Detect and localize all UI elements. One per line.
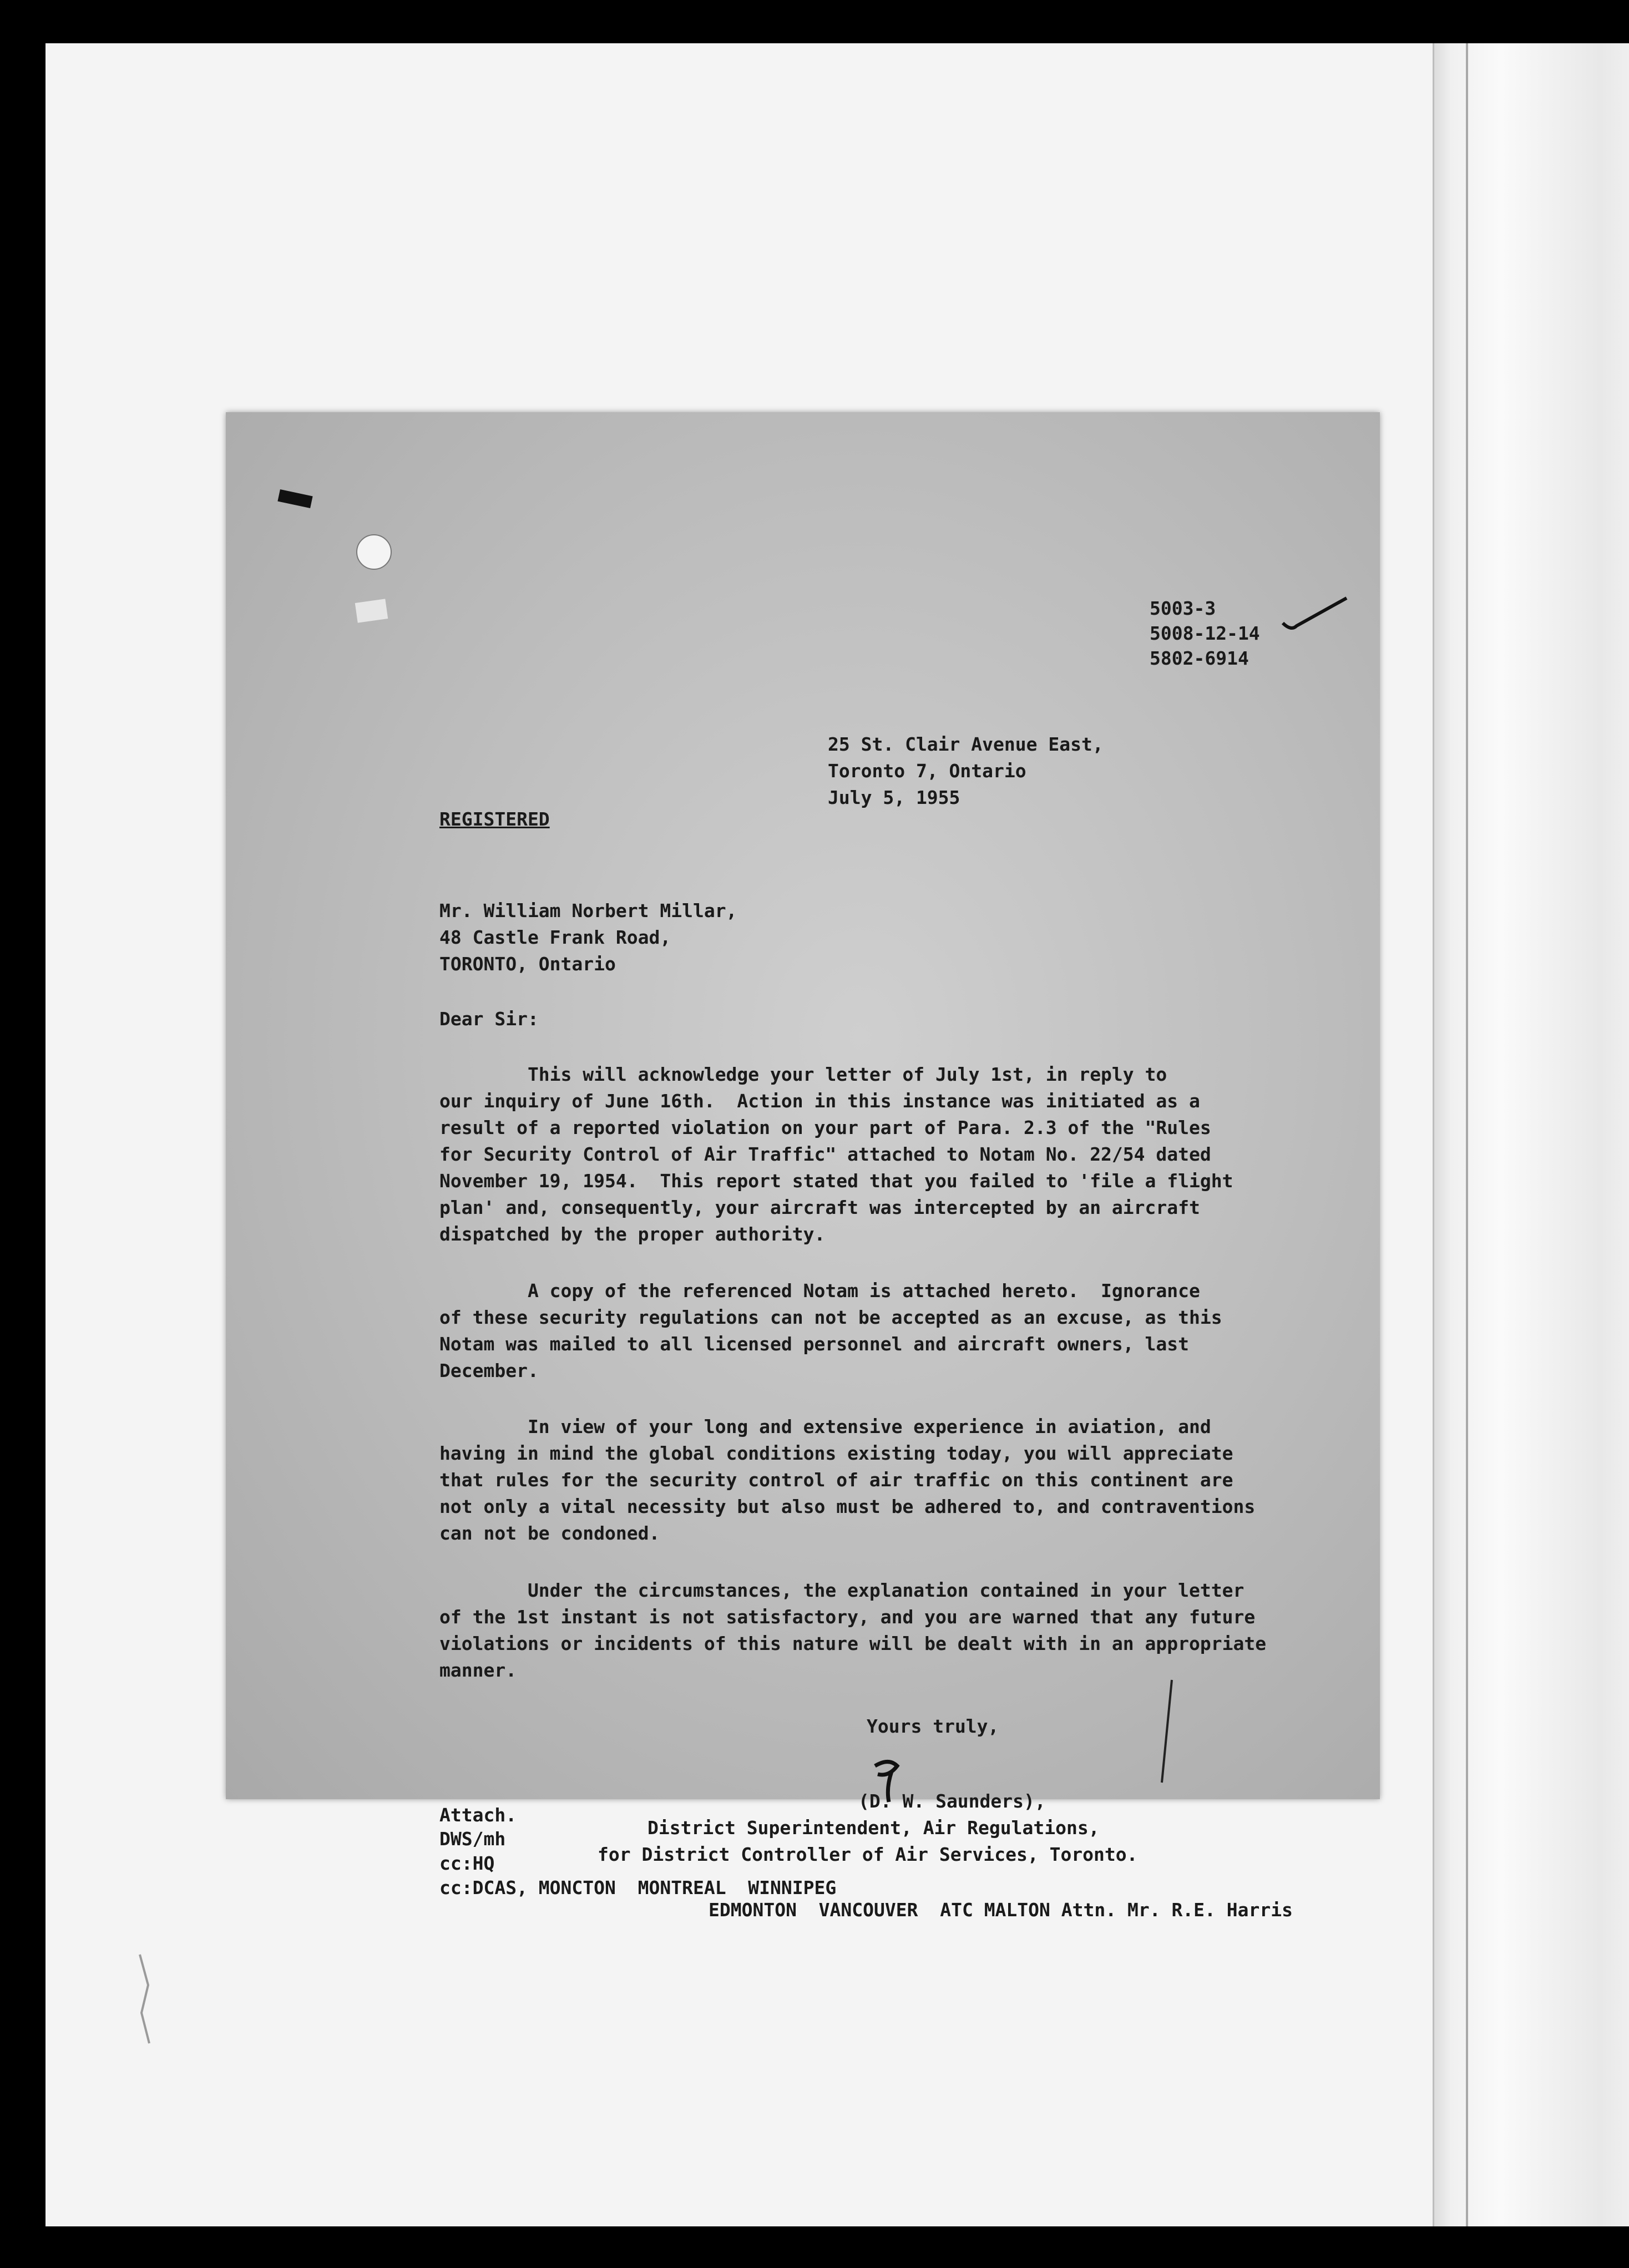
punch-hole <box>356 534 392 570</box>
carbon-copy: EDMONTON VANCOUVER ATC MALTON Attn. Mr. R.E. Harris <box>709 1899 1293 1921</box>
scan-frame <box>45 43 1629 2226</box>
paragraph-line: of these security regulations can not be accepted as an excuse, as this <box>439 1307 1222 1328</box>
sender-address-line: 25 St. Clair Avenue East, <box>828 733 1104 755</box>
paragraph-line: This will acknowledge your letter of July 1st, in reply to <box>439 1064 1167 1085</box>
carbon-copy: cc:DCAS, MONCTON MONTREAL WINNIPEG <box>439 1877 837 1899</box>
recipient-name: Mr. William Norbert Millar, <box>439 900 737 922</box>
paragraph-line: Notam was mailed to all licensed personnel and aircraft owners, last <box>439 1333 1190 1355</box>
paragraph-line: can not be condoned. <box>439 1522 660 1544</box>
signatory-title: for District Controller of Air Services, Toronto. <box>598 1844 1138 1865</box>
paragraph-line: not only a vital necessity but also must be adhered to, and contraventions <box>439 1496 1256 1517</box>
typist-initials: DWS/mh <box>439 1828 506 1850</box>
paper-tab <box>355 599 388 622</box>
check-mark <box>1280 593 1352 637</box>
scratch-mark <box>137 1952 154 2046</box>
reference-number: 5008-12-14 <box>1150 622 1260 644</box>
paragraph-line: manner. <box>439 1659 517 1681</box>
recipient-street: 48 Castle Frank Road, <box>439 927 671 948</box>
recipient-city: TORONTO, Ontario <box>439 953 616 975</box>
reference-number: 5802-6914 <box>1150 647 1249 669</box>
letter-date: July 5, 1955 <box>828 787 960 808</box>
signatory-name: (D. W. Saunders), <box>858 1790 1046 1812</box>
adjacent-page-strip <box>1433 43 1629 2226</box>
paragraph-line: Under the circumstances, the explanation contained in your letter <box>439 1580 1244 1601</box>
margin-mark <box>1155 1677 1177 1788</box>
paragraph-line: result of a reported violation on your part of Para. 2.3 of the "Rules <box>439 1117 1211 1138</box>
paragraph-line: dispatched by the proper authority. <box>439 1223 826 1245</box>
registered-heading: REGISTERED <box>439 808 550 830</box>
paragraph-line: that rules for the security control of air traffic on this continent are <box>439 1469 1233 1491</box>
paragraph-line: for Security Control of Air Traffic" attached to Notam No. 22/54 dated <box>439 1143 1211 1165</box>
fold-line <box>1466 43 1468 2226</box>
attachment-note: Attach. <box>439 1804 517 1826</box>
salutation: Dear Sir: <box>439 1008 539 1030</box>
closing: Yours truly, <box>867 1715 999 1737</box>
carbon-copy: cc:HQ <box>439 1852 495 1874</box>
sender-address-line: Toronto 7, Ontario <box>828 760 1026 782</box>
letter-page <box>226 412 1380 1921</box>
paragraph-line: A copy of the referenced Notam is attached hereto. Ignorance <box>439 1280 1200 1302</box>
paragraph-line: having in mind the global conditions existing today, you will appreciate <box>439 1442 1233 1464</box>
paragraph-line: In view of your long and extensive experience in aviation, and <box>439 1416 1211 1437</box>
ink-mark <box>277 489 312 508</box>
signatory-title: District Superintendent, Air Regulations, <box>647 1817 1100 1839</box>
reference-number: 5003-3 <box>1150 598 1216 619</box>
paragraph-line: of the 1st instant is not satisfactory, and you are warned that any future <box>439 1606 1256 1628</box>
paragraph-line: plan' and, consequently, your aircraft was intercepted by an aircraft <box>439 1197 1200 1218</box>
paragraph-line: violations or incidents of this nature will be dealt with in an appropriate <box>439 1633 1267 1654</box>
paragraph-line: our inquiry of June 16th. Action in this instance was initiated as a <box>439 1090 1200 1112</box>
paragraph-line: November 19, 1954. This report stated that you failed to 'file a flight <box>439 1170 1233 1192</box>
paragraph-line: December. <box>439 1360 539 1381</box>
